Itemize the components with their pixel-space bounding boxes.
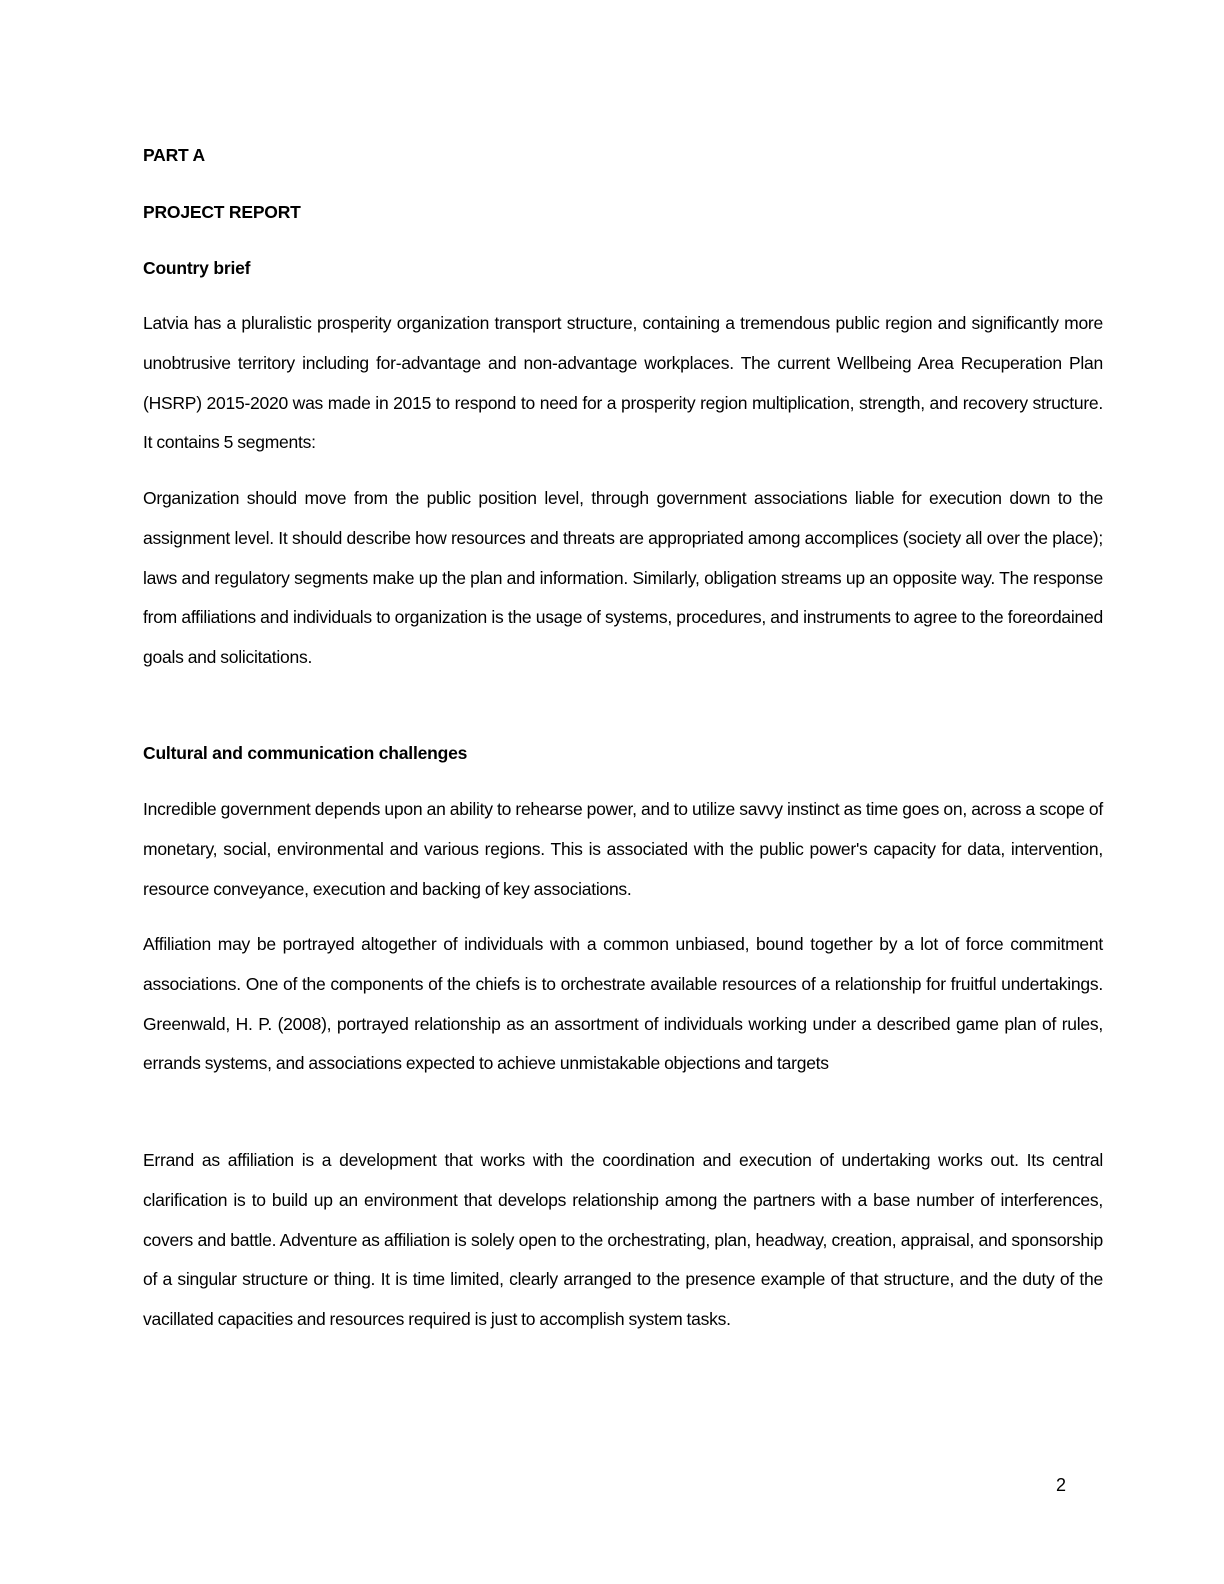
paragraph-cultural-1: Incredible government depends upon an ability to rehearse power, and to utilize savvy instinct as time goes on, across a scope of monetary, social, environmental and various regions. This is associated with the public power's capacity for data, intervention, resource conveyance, execution and backing of key associations. (143, 799, 1103, 899)
paragraph-cultural-3: Errand as affiliation is a development that works with the coordination and execution of undertaking works out. Its central clarification is to build up an environment that develops relationship among the partners with a base number of interferences, covers and battle. Adventure as affiliation is solely open to the orchestrating, plan, headway, creation, appraisal, and sponsorship of a singular structure or thing. It is time limited, clearly arranged to the presence example of that structure, and the duty of the vacillated capacities and resources required is just to accomplish system tasks. (143, 1150, 1103, 1330)
section-heading-country-brief: Country brief (143, 258, 251, 278)
part-heading: PART A (143, 145, 205, 165)
paragraph-cultural-2: Affiliation may be portrayed altogether of individuals with a common unbiased, bound together by a lot of force commitment associations. One of the components of the chiefs is to orchestrate available resources of a relationship for fruitful undertakings. Greenwald, H. P. (2008), portrayed relationship as an assortment of individuals working under a described game plan of rules, errands systems, and associations expected to achieve unmistakable objections and targets (143, 934, 1103, 1074)
section-heading-cultural-challenges: Cultural and communication challenges (143, 743, 468, 763)
report-heading: PROJECT REPORT (143, 202, 301, 222)
page-number: 2 (1056, 1475, 1067, 1495)
paragraph-country-brief-2: Organization should move from the public position level, through government associations liable for execution down to the assignment level. It should describe how resources and threats are appropriated among accomplices (society all over the place); laws and regulatory segments make up the plan and information. Similarly, obligation streams up an opposite way. The response from affiliations and individuals to organization is the usage of systems, procedures, and instruments to agree to the foreordained goals and solicitations. (143, 488, 1103, 668)
paragraph-country-brief-1: Latvia has a pluralistic prosperity organization transport structure, containing a tremendous public region and significantly more unobtrusive territory including for-advantage and non-advantage workplaces. The current Wellbeing Area Recuperation Plan (HSRP) 2015-2020 was made in 2015 to respond to need for a prosperity region multiplication, strength, and recovery structure. It contains 5 segments: (143, 313, 1103, 453)
